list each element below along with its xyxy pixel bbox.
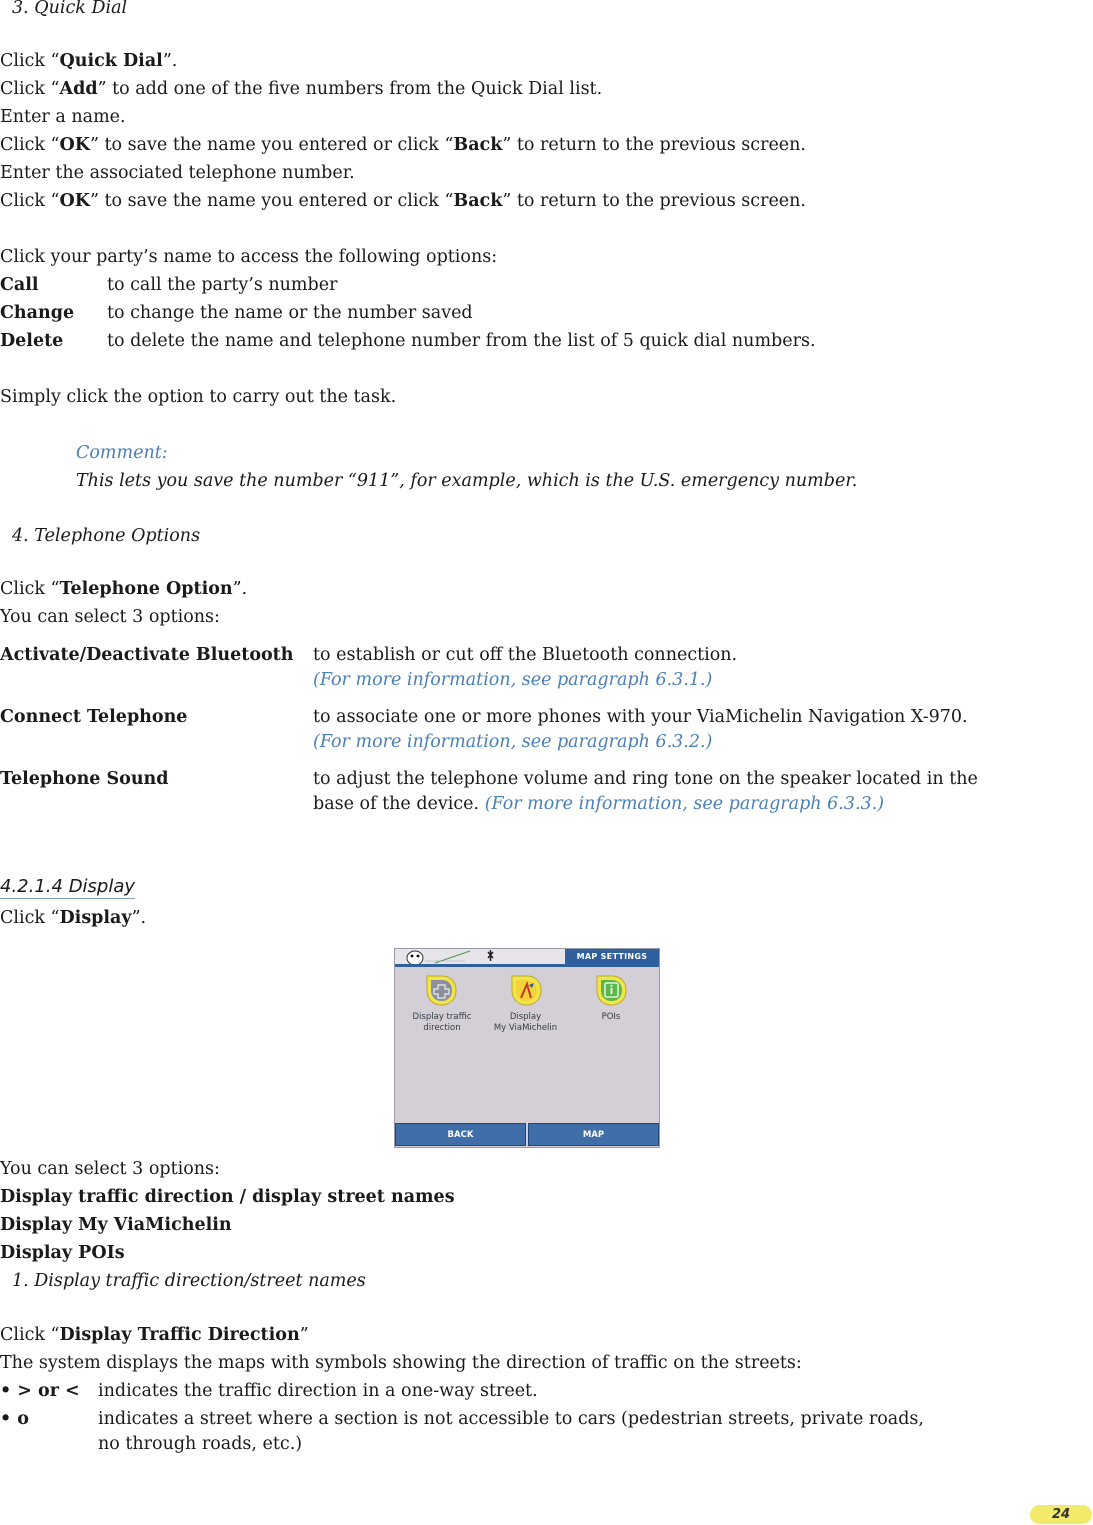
system-text: The system displays the maps with symbols showing the direction of traffic on the streets:	[0, 1353, 802, 1373]
step-line: Click “OK” to save the name you entered or click “Back” to return to the previous screen.	[0, 135, 806, 155]
my-viamichelin-icon[interactable]	[510, 974, 543, 1007]
section-heading-quick-dial: 3. Quick Dial	[12, 0, 128, 18]
bullet-symbol: • > or <	[0, 1381, 80, 1401]
display-option: Display POIs	[0, 1243, 125, 1263]
sub-heading: 1. Display traffic direction/street names	[12, 1271, 366, 1291]
step-line: Click “Quick Dial”.	[0, 51, 178, 71]
step-line: Enter the associated telephone number.	[0, 163, 355, 183]
click-line: Click “Telephone Option”.	[0, 579, 248, 599]
comment-text: This lets you save the number “911”, for example, which is the U.S. emergency number.	[76, 471, 858, 491]
section-heading-telephone-options: 4. Telephone Options	[12, 526, 201, 546]
option-term-delete: Delete	[0, 331, 64, 351]
title-underline	[395, 964, 659, 967]
section-heading-display: 4.2.1.4 Display	[0, 876, 136, 897]
telephone-option-desc: to associate one or more phones with your ViaMichelin Navigation X-970.	[313, 707, 968, 727]
comment-label: Comment:	[76, 443, 168, 463]
telephone-option-desc: to adjust the telephone volume and ring tone on the speaker located in the	[313, 769, 978, 789]
mascot-icon	[395, 949, 565, 964]
step-line: Enter a name.	[0, 107, 126, 127]
telephone-option-desc-cont: base of the device. (For more information, see paragraph 6.3.3.)	[313, 794, 885, 814]
back-button[interactable]: BACK	[395, 1123, 526, 1146]
icon-label: Display My ViaMichelin	[493, 1012, 558, 1033]
step-line: Click “OK” to save the name you entered or click “Back” to return to the previous screen.	[0, 191, 806, 211]
options-intro: Click your party’s name to access the following options:	[0, 247, 498, 267]
step-line: Click “Add” to add one of the five numbers from the Quick Dial list.	[0, 79, 603, 99]
telephone-option-term: Connect Telephone	[0, 707, 188, 727]
display-option: Display traffic direction / display street names	[0, 1187, 455, 1207]
poi-info-icon[interactable]	[595, 974, 628, 1007]
screen-title: MAP SETTINGS	[565, 949, 659, 964]
icon-label: Display traffic direction	[412, 1012, 472, 1033]
bullet-symbol: • o	[0, 1409, 29, 1429]
bullet-desc-cont: no through roads, etc.)	[98, 1434, 303, 1454]
telephone-option-desc: to establish or cut off the Bluetooth connection.	[313, 645, 738, 665]
bullet-desc: indicates the traffic direction in a one-way street.	[98, 1381, 538, 1401]
option-term-change: Change	[0, 303, 75, 323]
closing-text: Simply click the option to carry out the task.	[0, 387, 397, 407]
telephone-option-term: Telephone Sound	[0, 769, 169, 789]
options-intro: You can select 3 options:	[0, 1159, 220, 1179]
icon-label: POIs	[601, 1012, 621, 1022]
click-line: Click “Display Traffic Direction”	[0, 1325, 309, 1345]
display-option: Display My ViaMichelin	[0, 1215, 232, 1235]
options-intro: You can select 3 options:	[0, 607, 220, 627]
option-term-call: Call	[0, 275, 39, 295]
map-button[interactable]: MAP	[528, 1123, 659, 1146]
telephone-option-ref: (For more information, see paragraph 6.3.2.)	[313, 732, 713, 752]
traffic-direction-icon[interactable]	[425, 974, 458, 1007]
telephone-option-term: Activate/Deactivate Bluetooth	[0, 645, 294, 665]
option-desc: to call the party’s number	[107, 275, 338, 295]
click-line: Click “Display”.	[0, 908, 147, 928]
bullet-desc: indicates a street where a section is not accessible to cars (pedestrian streets, private roads,	[98, 1409, 924, 1429]
telephone-option-ref: (For more information, see paragraph 6.3.1.)	[313, 670, 713, 690]
page-number: 24	[1030, 1505, 1092, 1524]
option-desc: to delete the name and telephone number from the list of 5 quick dial numbers.	[107, 331, 816, 351]
map-settings-screenshot	[394, 948, 660, 1148]
option-desc: to change the name or the number saved	[107, 303, 473, 323]
